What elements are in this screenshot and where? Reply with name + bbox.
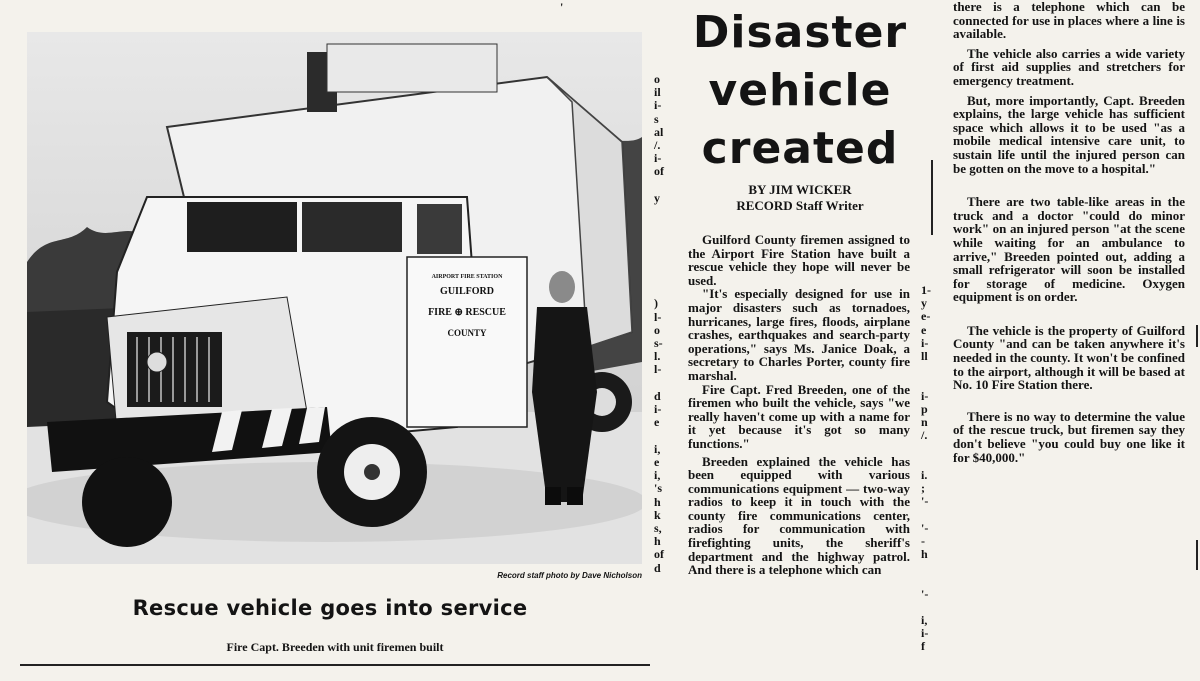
clipped-gutter-fragments: 1- y e- e i- ll i- p n /. i. ; '- '- - h '- i, i- f <box>921 283 931 654</box>
article-column-2 <box>688 233 910 577</box>
rescue-vehicle-photo <box>27 32 642 564</box>
divider <box>20 664 650 666</box>
door-text-1: AIRPORT FIRE STATION <box>431 274 503 280</box>
truck-door <box>407 257 527 427</box>
clipped-column-fragments: o il i- s al /. i- of y ) l- o s- l. l- d i- e i, e i, 's h k s, h of d <box>654 72 664 575</box>
article-paragraph: Fire Capt. Fred Breeden, one of the firemen who built the vehicle, says "we really haven't come up with a name for it yet because it's got so many functions." <box>688 381 910 451</box>
door-text-2: GUILFORD <box>440 286 494 297</box>
headline-line-2: vehicle <box>708 65 892 116</box>
article-paragraph: There is no way to determine the value of the rescue truck, but firemen say they don't believe "you could buy one like it for $40,000." <box>953 408 1185 465</box>
headline-line-3: created <box>701 123 899 174</box>
article-paragraph: The vehicle is the property of Guilford County "and can be taken anywhere it's needed in the county. It won't be confined to the airport, although it will be based at No. 10 Fire Station there. <box>953 322 1185 393</box>
photo-credit: Record staff photo by Dave Nicholson <box>497 571 642 580</box>
edge-mark <box>1196 325 1198 347</box>
front-left-wheel <box>82 457 172 547</box>
article-paragraph: The vehicle also carries a wide variety of first aid supplies and stretchers for emergency treatment. <box>953 45 1185 88</box>
headline-line-1: Disaster <box>692 7 908 58</box>
article-paragraph: there is a telephone which can be connected for use in places where a line is available. <box>953 0 1185 42</box>
article-paragraph: Guilford County firemen assigned to the Airport Fire Station have built a rescue vehicle they hope will never be used. <box>688 232 910 288</box>
byline <box>685 182 915 214</box>
stray-mark: ' <box>560 0 564 14</box>
article-column-3 <box>953 0 1185 464</box>
column-rule <box>931 160 933 235</box>
byline-role: RECORD Staff Writer <box>736 198 864 213</box>
grille <box>127 332 222 407</box>
door-text-4: COUNTY <box>447 328 487 338</box>
photo-caption-subtitle: Fire Capt. Breeden with unit firemen built <box>226 640 444 654</box>
headline <box>680 4 920 178</box>
photo-caption-title: Rescue vehicle goes into service <box>132 596 528 620</box>
article-paragraph: "It's especially designed for use in major disasters such as tornadoes, hurricanes, large fires, floods, airplane crashes, earthquakes and search-party operations," says Ms. Janice Doak, a secretary to Charles Porter, county fire marshal. <box>688 286 910 383</box>
article-paragraph: There are two table-like areas in the truck and a doctor "could do minor work" on an injured person "at the scene while waiting for an ambulance to arrive," Breeden pointed out, adding a small refrigerator will soon be installed for storage of medicine. Oxygen equipment is on order. <box>953 194 1185 305</box>
article-paragraph: But, more importantly, Capt. Breeden explains, the large vehicle has sufficient space which allows it to be used "as a mobile medical intensive care unit, to sustain life until the injured person can be gotten on the move to a hospital." <box>953 92 1185 176</box>
article-paragraph: Breeden explained the vehicle has been equipped with various communications equipment — two-way radios to keep it in touch with the county fire communications center, radios for communication with firefighting units, the sheriff's department and the highway patrol. And there is a telephone which can <box>688 453 910 578</box>
door-text-3: FIRE ⊕ RESCUE <box>428 307 506 318</box>
byline-author: BY JIM WICKER <box>748 182 852 197</box>
edge-mark <box>1196 540 1198 570</box>
